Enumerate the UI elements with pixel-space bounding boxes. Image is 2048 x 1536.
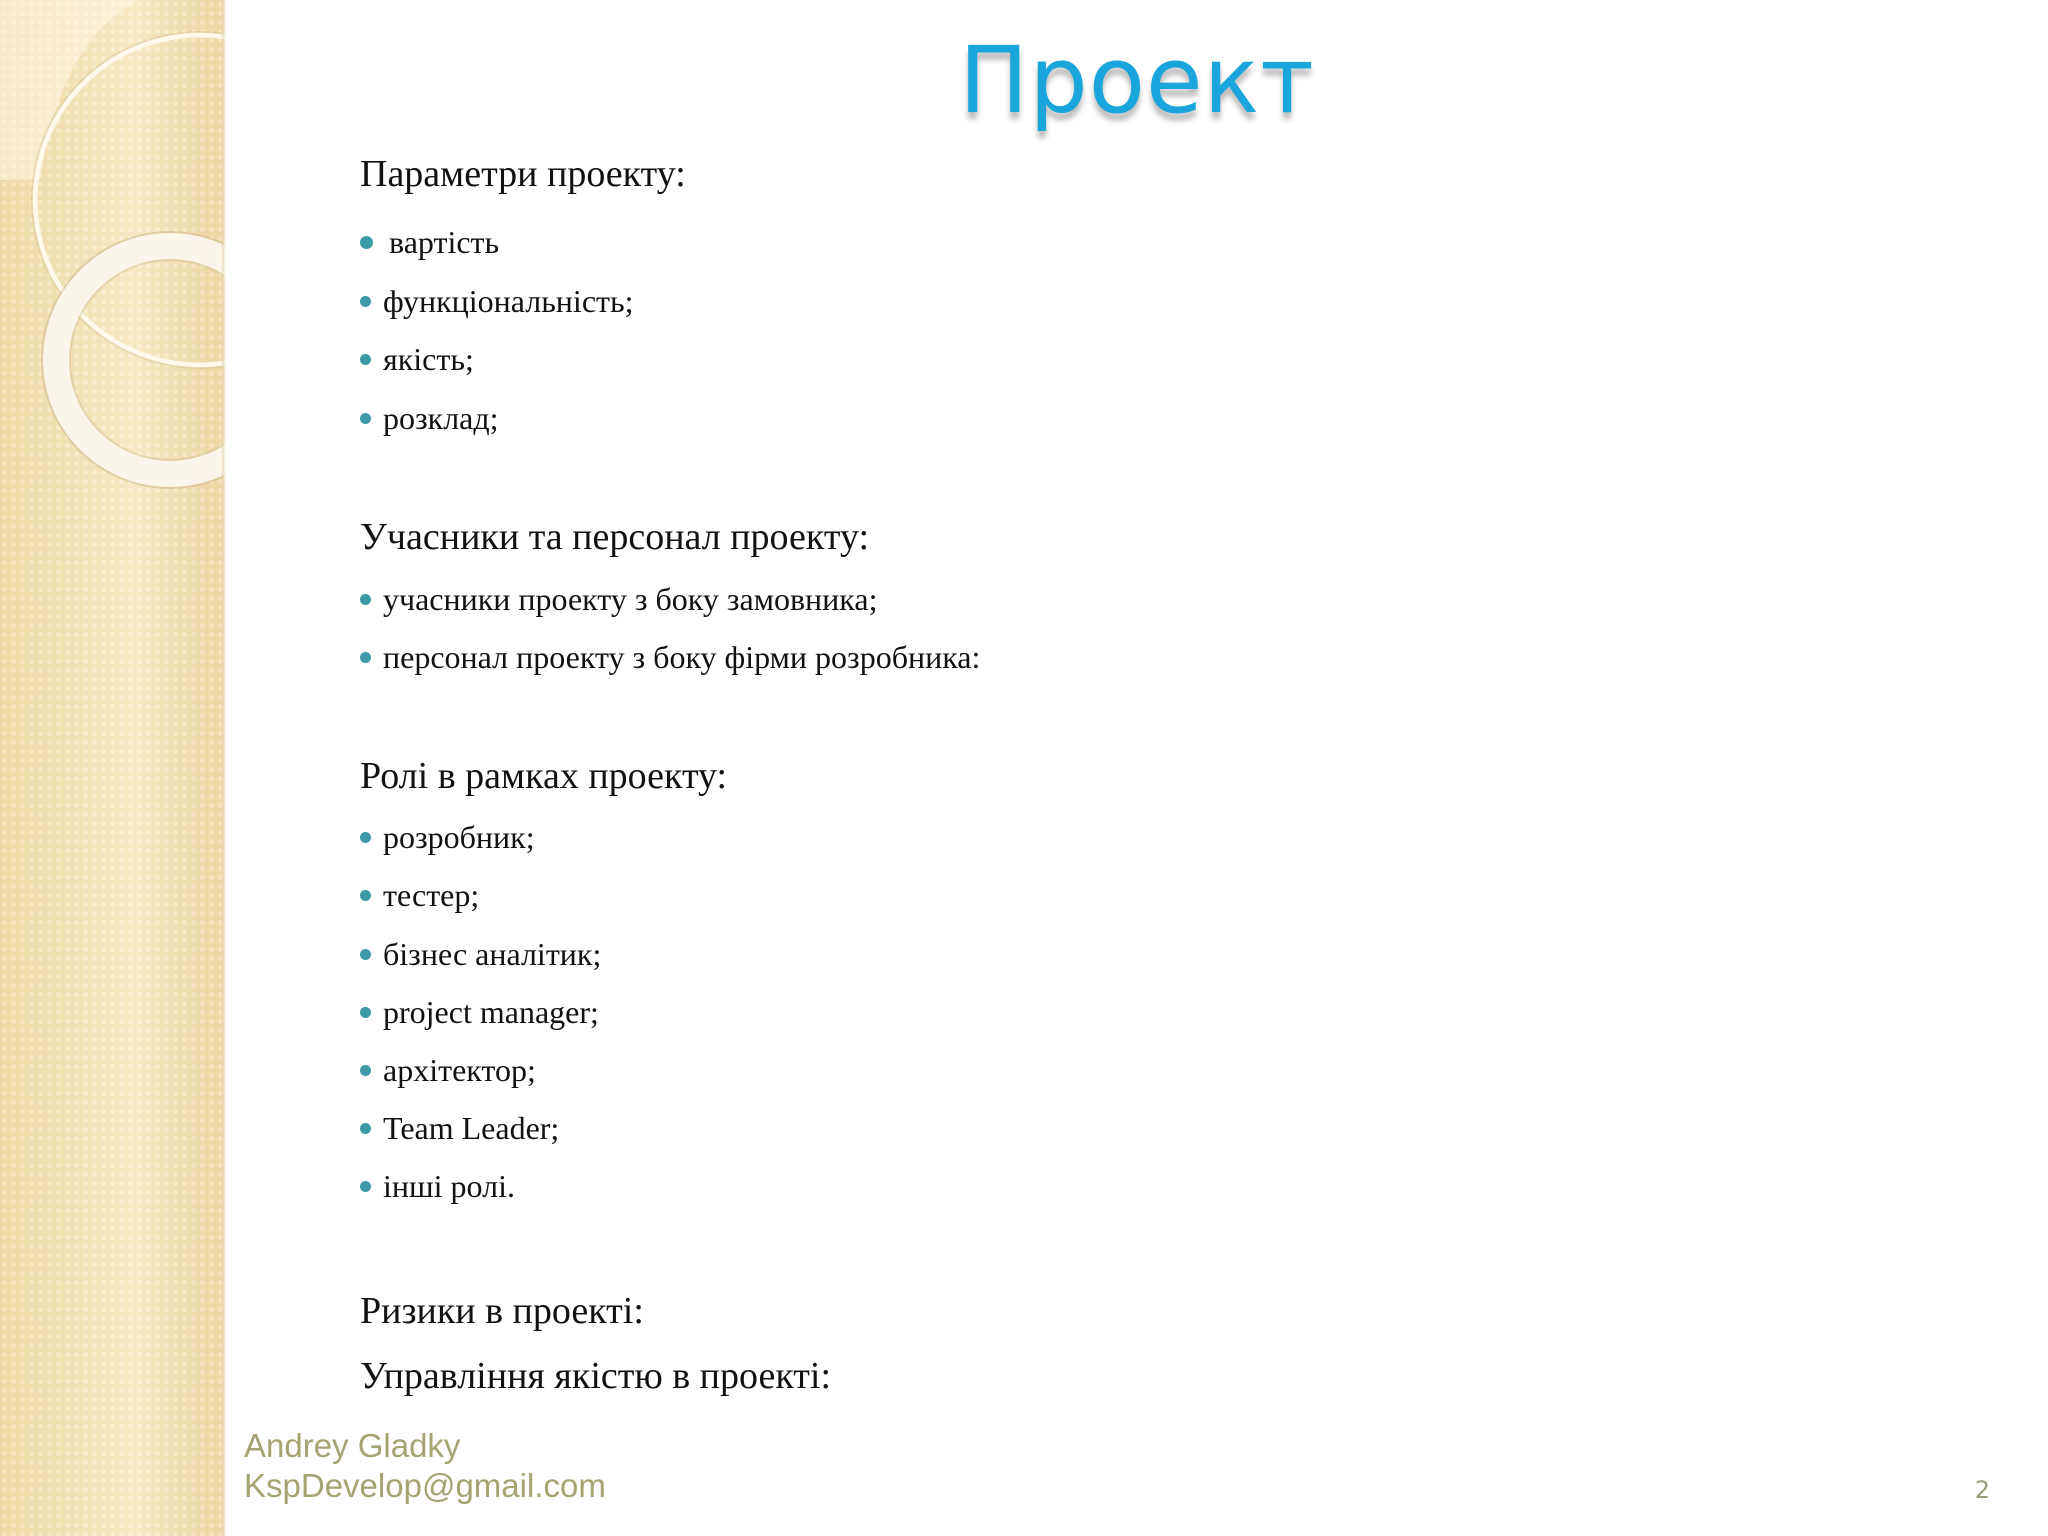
bullet-icon xyxy=(360,1181,371,1192)
list-item-label: учасники проекту з боку замовника; xyxy=(383,581,878,617)
list-item-label: бізнес аналітик; xyxy=(383,936,602,972)
list-item xyxy=(360,934,601,974)
bullet-icon xyxy=(360,236,373,249)
list-item xyxy=(360,281,633,321)
author-credit xyxy=(244,1426,606,1506)
list-item xyxy=(360,1166,515,1206)
decorative-rings xyxy=(0,0,226,520)
page-number: 2 xyxy=(1974,1476,1990,1504)
decorative-side-panel xyxy=(0,0,226,1536)
bullet-icon xyxy=(360,413,371,424)
section-heading-params: Параметри проекту: xyxy=(360,153,686,195)
list-item-label: тестер; xyxy=(383,877,480,913)
list-item-label: функціональність; xyxy=(383,283,634,319)
bullet-icon xyxy=(360,1123,371,1134)
author-email: KspDevelop@gmail.com xyxy=(244,1467,606,1504)
bullet-icon xyxy=(360,1007,371,1018)
list-item xyxy=(360,222,499,262)
bullet-icon xyxy=(360,594,371,605)
bullet-icon xyxy=(360,1065,371,1076)
list-item xyxy=(360,339,474,379)
list-item-label: вартість xyxy=(389,224,500,260)
section-heading-roles: Ролі в рамках проекту: xyxy=(360,755,728,797)
list-item xyxy=(360,1108,559,1148)
section-heading-risks: Ризики в проекті: xyxy=(360,1290,644,1332)
author-name: Andrey Gladky xyxy=(244,1427,461,1464)
list-item xyxy=(360,1050,536,1090)
list-item-label: якість; xyxy=(383,341,474,377)
bullet-icon xyxy=(360,949,371,960)
list-item-label: інші ролі. xyxy=(383,1168,515,1204)
slide-title: Проект xyxy=(959,27,1315,134)
list-item-label: розклад; xyxy=(383,400,499,436)
list-item xyxy=(360,875,479,915)
bullet-icon xyxy=(360,890,371,901)
list-item xyxy=(360,579,877,619)
list-item-label: архітектор; xyxy=(383,1052,536,1088)
list-item-label: Team Leader; xyxy=(383,1110,560,1146)
section-heading-participants: Учасники та персонал проекту: xyxy=(360,516,870,558)
list-item xyxy=(360,817,535,857)
bullet-icon xyxy=(360,652,371,663)
list-item-label: персонал проекту з боку фірми розробника: xyxy=(383,639,981,675)
list-item-label: розробник; xyxy=(383,819,535,855)
list-item xyxy=(360,398,499,438)
list-item-label: project manager; xyxy=(383,994,599,1030)
list-item xyxy=(360,637,980,677)
section-heading-quality: Управління якістю в проекті: xyxy=(360,1355,832,1397)
list-item xyxy=(360,992,599,1032)
bullet-icon xyxy=(360,354,371,365)
bullet-icon xyxy=(360,296,371,307)
bullet-icon xyxy=(360,832,371,843)
